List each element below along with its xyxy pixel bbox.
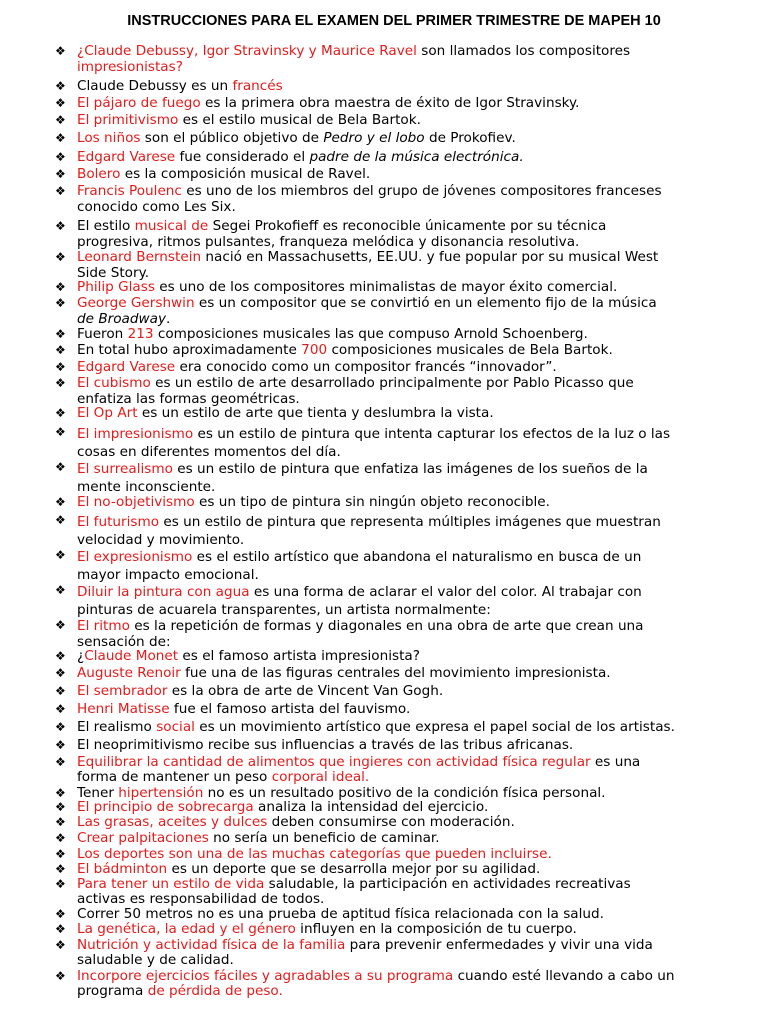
item-text: . [166,310,171,327]
item-line [77,684,747,700]
diamond-bullet-icon: ❖ [55,44,66,58]
highlighted-text: Philip Glass [77,279,155,295]
item-line [77,601,747,619]
item-text: velocidad y movimiento. [77,532,245,548]
item-text: saludable y de calidad. [77,952,234,968]
item-text: es un estilo de pintura que intenta capturar los efectos de la luz o las [193,426,671,442]
item-line [77,343,747,359]
list-item [55,494,747,511]
item-line [77,44,747,60]
item-text: no sería un beneficio de caminar. [208,830,440,846]
item-line [77,548,747,566]
diamond-bullet-icon: ❖ [55,618,66,632]
item-line [77,984,747,999]
item-line [77,460,747,478]
diamond-bullet-icon: ❖ [55,184,66,198]
diamond-bullet-icon: ❖ [55,649,66,663]
item-text: cosas en diferentes momentos del día. [77,444,341,460]
list-item [55,719,747,736]
highlighted-text: El primitivismo [77,112,179,128]
item-line [77,96,747,112]
list-item [55,583,747,619]
item-text: Side Story. [77,264,150,281]
diamond-bullet-icon: ❖ [55,877,66,891]
item-text: programa [77,983,148,999]
diamond-bullet-icon: ❖ [55,495,66,509]
highlighted-text: El bádminton [77,861,168,877]
item-text: es una [590,754,641,770]
diamond-bullet-icon: ❖ [55,460,66,474]
item-text: es un movimiento artístico que expresa el papel social de los artistas. [194,719,675,735]
item-line [77,831,747,847]
list-item [55,937,747,968]
diamond-bullet-icon: ❖ [55,815,66,829]
item-text: composiciones musicales las que compuso Arnold Schoenberg. [153,326,588,342]
item-line [77,969,747,984]
item-text: es un tipo de pintura sin ningún objeto reconocible. [194,494,550,510]
diamond-bullet-icon: ❖ [55,296,66,310]
diamond-bullet-icon: ❖ [55,96,66,110]
diamond-bullet-icon: ❖ [55,938,66,952]
item-text: son el público objetivo de [140,130,324,146]
item-line [77,235,747,251]
item-line [77,495,747,511]
item-text: es la obra de arte de Vincent Van Gogh. [167,683,444,699]
item-line [77,425,747,443]
highlighted-text: El futurismo [77,514,160,530]
item-line [77,938,747,953]
item-text: padre de la música electrónica. [309,149,524,165]
item-text: fue el famoso artista del fauvismo. [169,701,411,717]
item-text: pinturas de acuarela transparentes, un artista normalmente: [77,602,491,618]
item-line [77,150,747,166]
list-item [55,375,747,407]
item-text: Segei Prokofieff es reconocible únicamente por su técnica [208,218,607,234]
diamond-bullet-icon: ❖ [55,113,66,127]
item-line [77,443,747,461]
item-line [77,513,747,531]
highlighted-text: El pájaro de fuego [77,95,201,111]
highlighted-text: corporal ideal. [271,769,370,785]
item-text: activas es responsabilidad de todos. [77,890,325,907]
diamond-bullet-icon: ❖ [55,513,66,527]
diamond-bullet-icon: ❖ [55,738,66,752]
highlighted-text: Francis Poulenc [77,183,182,199]
item-text: es la primera obra maestra de éxito de Igor Stravinsky. [200,95,580,111]
item-line [77,312,747,328]
list-item [55,648,747,665]
highlighted-text: Nutrición y actividad física de la familia [77,937,346,953]
item-line [77,131,747,147]
list-item [55,112,747,129]
item-line [77,360,747,376]
list-item [55,830,747,847]
diamond-bullet-icon: ❖ [55,360,66,374]
list-item [55,921,747,938]
item-line [77,60,747,76]
highlighted-text: El impresionismo [77,426,194,442]
highlighted-text: Para tener un estilo de vida [77,876,265,892]
highlighted-text: El expresionismo [77,549,193,565]
highlighted-text: francés [232,78,283,94]
list-item [55,342,747,359]
item-text: composiciones musicales de Bela Bartok. [327,342,613,358]
highlighted-text: musical de [134,218,209,234]
item-text: El neoprimitivismo recibe sus influencias a través de las tribus africanas. [77,737,574,753]
item-text: progresiva, ritmos pulsantes, franqueza melódica y disonancia resolutiva. [77,233,580,250]
item-text: nació en Massachusetts, EE.UU. y fue popular por su musical West [201,249,659,265]
diamond-bullet-icon: ❖ [55,583,66,597]
item-line [77,922,747,938]
highlighted-text: Leonard Bernstein [77,249,202,265]
item-text: es una forma de aclarar el valor del color. Al trabajar con [249,584,642,600]
item-text: fue considerado el [175,149,310,165]
list-item [55,618,747,650]
item-text: es el famoso artista impresionista? [178,648,420,664]
diamond-bullet-icon: ❖ [55,131,66,145]
list-item [55,130,747,147]
item-line [77,720,747,736]
list-item [55,701,747,718]
item-line [77,531,747,549]
page-title: INSTRUCCIONES PARA EL EXAMEN DEL PRIMER TRIMESTRE DE MAPEH 10 [127,13,661,29]
highlighted-text: Equilibrar la cantidad de alimentos que ingieres con actividad física regular [77,754,591,770]
item-text: conocido como Les Six. [77,198,236,215]
item-line [77,702,747,718]
list-item [55,968,747,999]
diamond-bullet-icon: ❖ [55,280,66,294]
item-text: son llamados los compositores [416,43,631,59]
list-item [55,326,747,343]
diamond-bullet-icon: ❖ [55,922,66,936]
item-text: para prevenir enfermedades y vivir una vida [345,937,653,953]
item-line [77,892,747,907]
item-line [77,815,747,831]
item-text: es un compositor que se convirtió en un elemento fijo de la música [194,295,657,311]
diamond-bullet-icon: ❖ [55,755,66,769]
highlighted-text: ¿Claude Debussy, Igor Stravinsky y Maurice Ravel [77,43,417,59]
diamond-bullet-icon: ❖ [55,831,66,845]
item-line [77,755,747,770]
list-item [55,814,747,831]
item-text: El estilo [77,218,135,234]
item-text: es un deporte que se desarrolla mejor por su agilidad. [167,861,541,877]
diamond-bullet-icon: ❖ [55,786,66,800]
highlighted-text: Edgard Varese [77,359,176,375]
item-text: es un estilo de arte desarrollado principalmente por Pablo Picasso que [150,375,634,391]
list-item [55,295,747,327]
list-item [55,78,747,95]
item-line [77,376,747,392]
highlighted-text: Los deportes son una de las muchas categorías que pueden incluirse. [77,846,552,862]
item-line [77,583,747,601]
list-item [55,218,747,250]
item-text: sensación de: [77,634,171,650]
item-line [77,79,747,95]
highlighted-text: Edgard Varese [77,149,176,165]
diamond-bullet-icon: ❖ [55,907,66,921]
item-text: Claude Debussy es un [77,78,233,94]
list-item [55,425,747,461]
item-text: influyen en la composición de tu cuerpo. [295,921,577,937]
item-text: es la repetición de formas y diagonales en una obra de arte que crean una [129,618,644,634]
diamond-bullet-icon: ❖ [55,79,66,93]
item-line [77,618,747,634]
item-line [77,250,747,266]
highlighted-text: El surrealismo [77,461,173,477]
diamond-bullet-icon: ❖ [55,150,66,164]
list-item [55,43,747,75]
item-text: es la composición musical de Ravel. [120,166,371,182]
highlighted-text: Auguste Renoir [77,665,181,681]
diamond-bullet-icon: ❖ [55,847,66,861]
item-line [77,649,747,665]
highlighted-text: Incorpore ejercicios fáciles y agradables a su programa [77,968,454,984]
diamond-bullet-icon: ❖ [55,702,66,716]
diamond-bullet-icon: ❖ [55,343,66,357]
diamond-bullet-icon: ❖ [55,167,66,181]
diamond-bullet-icon: ❖ [55,219,66,233]
diamond-bullet-icon: ❖ [55,969,66,983]
item-text: mente inconsciente. [77,479,216,495]
item-text: El realismo [77,719,157,735]
diamond-bullet-icon: ❖ [55,327,66,341]
list-item [55,166,747,183]
highlighted-text: El sembrador [77,683,168,699]
highlighted-text: Diluir la pintura con agua [77,584,250,600]
diamond-bullet-icon: ❖ [55,684,66,698]
list-item [55,460,747,496]
item-text: Correr 50 metros no es una prueba de aptitud física relacionada con la salud. [77,906,604,922]
highlighted-text: El cubismo [77,375,151,391]
item-line [77,280,747,296]
item-text: es un estilo de pintura que representa múltiples imágenes que muestran [159,514,661,530]
item-line [77,167,747,183]
list-item [55,249,747,281]
diamond-bullet-icon: ❖ [55,250,66,264]
item-line [77,770,747,785]
item-text: deben consumirse con moderación. [267,814,515,830]
item-line [77,877,747,892]
item-text: Fueron [77,326,128,342]
item-line [77,296,747,312]
list-item [55,95,747,112]
list-item [55,754,747,785]
highlighted-text: George Gershwin [77,295,195,311]
item-text: ¿ [77,648,85,664]
item-text: cuando esté llevando a cabo un [453,968,675,984]
item-text: es uno de los miembros del grupo de jóvenes compositores franceses [181,183,662,199]
item-text: no es un resultado positivo de la condición física personal. [203,785,606,801]
highlighted-text: Crear palpitaciones [77,830,209,846]
item-text: fue una de las figuras centrales del movimiento impresionista. [180,665,611,681]
item-text: mayor impacto emocional. [77,567,259,583]
item-text: es un estilo de pintura que enfatiza las imágenes de los sueños de la [172,461,648,477]
highlighted-text: La genética, la edad y el género [77,921,296,937]
diamond-bullet-icon: ❖ [55,425,66,439]
highlighted-text: hipertensión [118,785,204,801]
highlighted-text: Las grasas, aceites y dulces [77,814,268,830]
item-line [77,113,747,129]
diamond-bullet-icon: ❖ [55,800,66,814]
highlighted-text: 213 [127,326,154,342]
item-text: de Broadway [77,310,166,327]
item-text: En total hubo aproximadamente [77,342,302,358]
highlighted-text: de pérdida de peso. [147,983,283,999]
item-line [77,184,747,200]
list-item [55,149,747,166]
item-text: Tener [77,785,119,801]
item-line [77,219,747,235]
item-line [77,566,747,584]
item-line [77,200,747,216]
diamond-bullet-icon: ❖ [55,720,66,734]
diamond-bullet-icon: ❖ [55,376,66,390]
diamond-bullet-icon: ❖ [55,862,66,876]
item-text: es el estilo musical de Bela Bartok. [178,112,421,128]
list-item [55,876,747,907]
item-line [77,738,747,754]
highlighted-text: El no-objetivismo [77,494,195,510]
highlighted-text: Henri Matisse [77,701,170,717]
item-line [77,666,747,682]
item-text: es uno de los compositores minimalistas de mayor éxito comercial. [154,279,618,295]
item-text: es un estilo de arte que tienta y deslumbra la vista. [137,405,494,421]
diamond-bullet-icon: ❖ [55,406,66,420]
item-line [77,327,747,343]
highlighted-text: impresionistas? [77,58,183,75]
item-text: saludable, la participación en actividades recreativas [264,876,631,892]
item-text: Pedro y el lobo [323,130,425,146]
item-text: era conocido como un compositor francés “innovador”. [175,359,557,375]
item-text: analiza la intensidad del ejercicio. [253,799,489,815]
highlighted-text: El ritmo [77,618,130,634]
list-item [55,359,747,376]
highlighted-text: Bolero [77,166,121,182]
list-item [55,683,747,700]
list-item [55,279,747,296]
list-item [55,183,747,215]
item-text: forma de mantener un peso [77,769,272,785]
highlighted-text: El Op Art [77,405,138,421]
item-text: es el estilo artístico que abandona el naturalismo en busca de un [192,549,642,565]
highlighted-text: Los niños [77,130,141,146]
diamond-bullet-icon: ❖ [55,666,66,680]
highlighted-text: 700 [301,342,328,358]
item-text: de Prokofiev. [424,130,516,146]
list-item [55,737,747,754]
item-text: enfatiza las formas geométricas. [77,390,300,407]
item-line [77,406,747,422]
list-item [55,548,747,584]
highlighted-text: social [156,719,195,735]
diamond-bullet-icon: ❖ [55,548,66,562]
highlighted-text: Claude Monet [84,648,179,664]
list-item [55,665,747,682]
highlighted-text: El principio de sobrecarga [77,799,254,815]
list-item [55,513,747,549]
item-line [77,953,747,968]
list-item [55,405,747,422]
